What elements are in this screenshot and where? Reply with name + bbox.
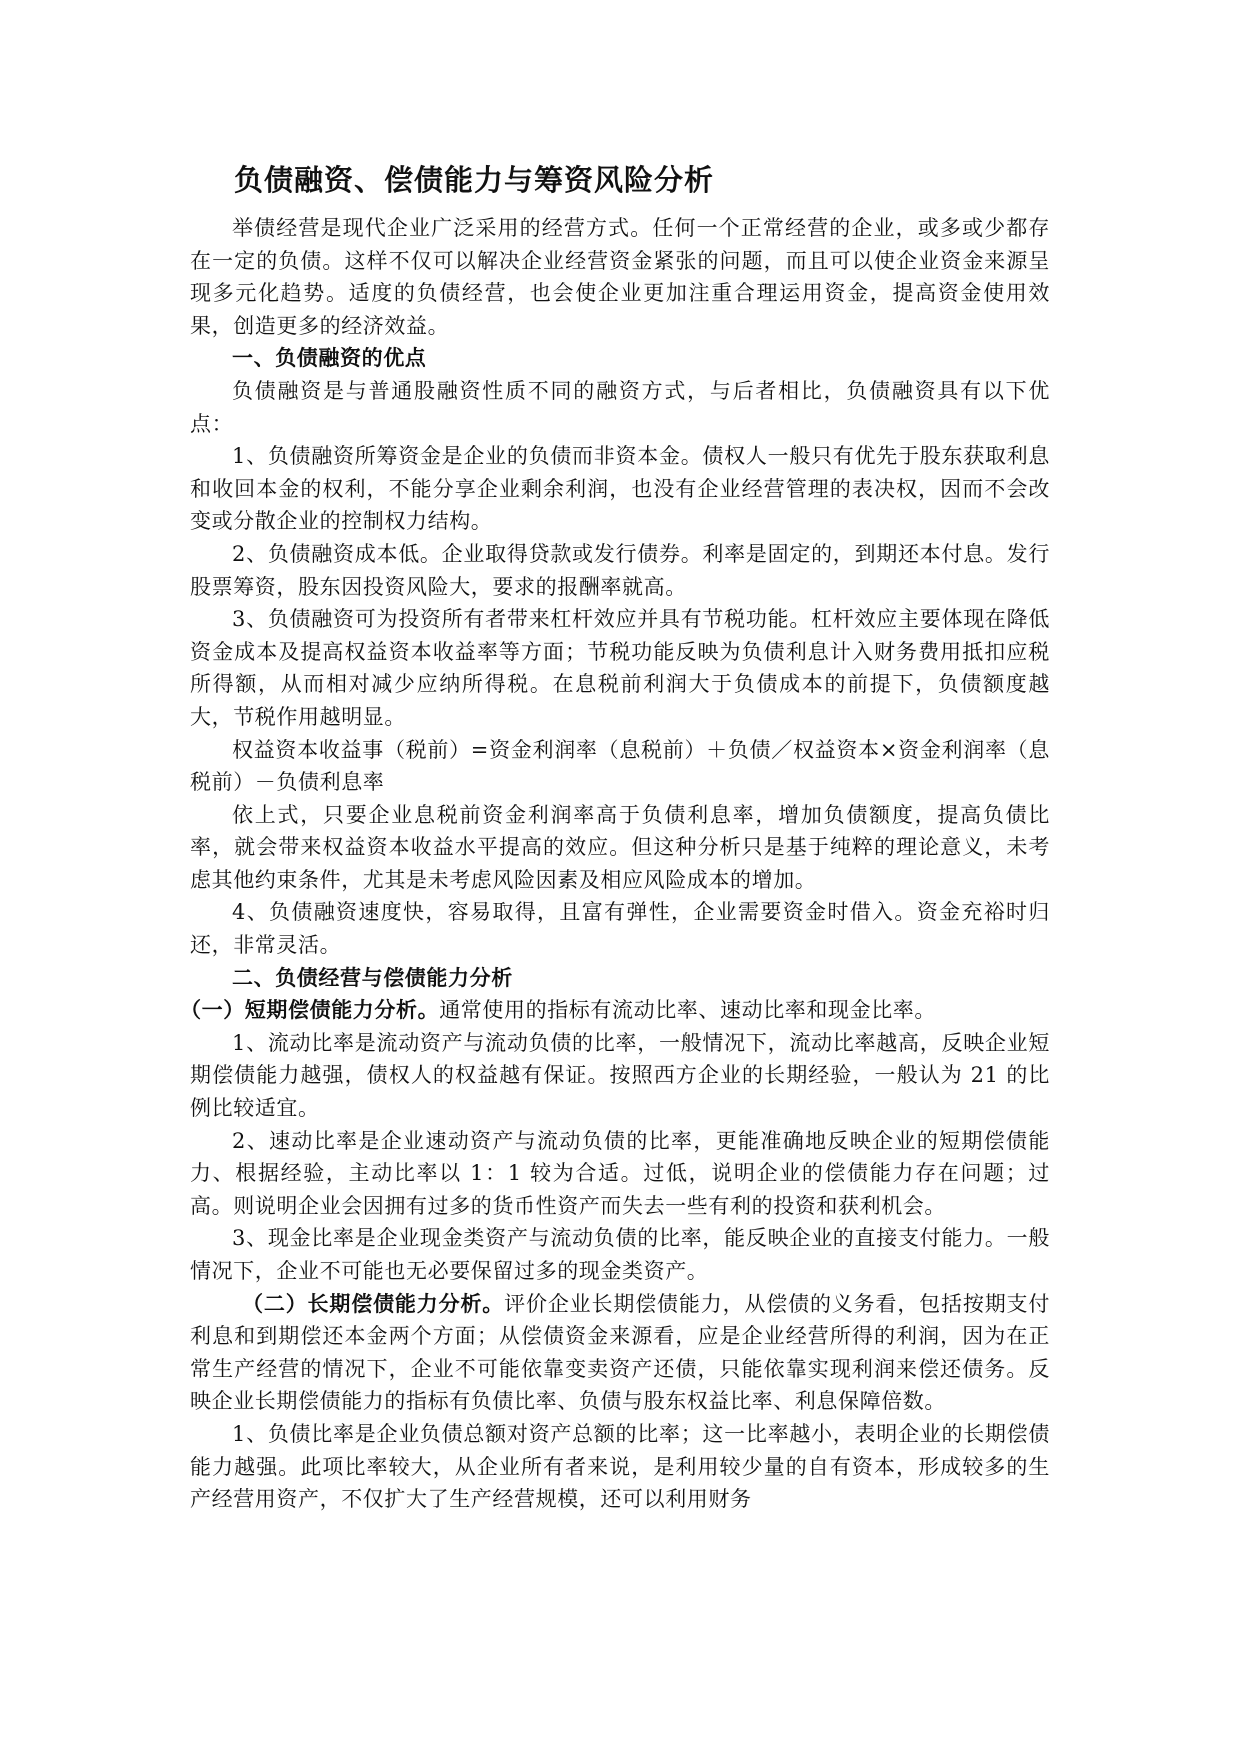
paragraph: 3、负债融资可为投资所有者带来杠杆效应并具有节税功能。杠杆效应主要体现在降低资金成本及提高权益资本收益率等方面；节税功能反映为负债利息计入财务费用抵扣应税所得额，从而相对减少应纳所得税。在息税前利润大于负债成本的前提下，负债额度越大，节税作用越明显。 [190,607,1050,729]
section-heading-1: 一、负债融资的优点 [232,345,427,371]
paragraph: 4、负债融资速度快，容易取得，且富有弹性，企业需要资金时借入。资金充裕时归还，非常灵活。 [190,900,1050,958]
paragraph: 1、流动比率是流动资产与流动负债的比率，一般情况下，流动比率越高，反映企业短期偿债能力越强，债权人的权益越有保证。按照西方企业的长期经验，一般认为 21 的比例比较适宜。 [190,1030,1050,1121]
subsection-paragraph [180,994,1050,1027]
subsection-paragraph [190,1288,1050,1418]
subsection-heading-short-term: （一）短期偿债能力分析。 [180,997,440,1023]
paragraph: 3、现金比率是企业现金类资产与流动负债的比率，能反映企业的直接支付能力。一般情况下，企业不可能也无必要保留过多的现金类资产。 [190,1226,1050,1283]
subsection-heading-long-term: （二）长期偿债能力分析。 [242,1290,505,1316]
page-title: 负债融资、偿债能力与筹资风险分析 [234,163,715,197]
paragraph: 2、速动比率是企业速动资产与流动负债的比率，更能准确地反映企业的短期偿债能力、根据经验，主动比率以 1：1 较为合适。过低，说明企业的偿债能力存在问题；过高。则说明企业会因拥有过多的货币性资产而失去一些有利的投资和获利机会。 [190,1128,1050,1218]
paragraph-text: 通常使用的指标有流动比率、速动比率和现金比率。 [439,998,937,1023]
formula-paragraph: 权益资本收益事（税前）=资金利润率（息税前）＋负债／权益资本×资金利润率（息税前）－负债利息率 [190,737,1050,795]
section-heading-2: 二、负债经营与偿债能力分析 [232,964,513,990]
paragraph: 负债融资是与普通股融资性质不同的融资方式，与后者相比，负债融资具有以下优点： [190,378,1050,436]
paragraph: 1、负债比率是企业负债总额对资产总额的比率；这一比率越小，表明企业的长期偿债能力越强。此项比率较大，从企业所有者来说，是利用较少量的自有资本，形成较多的生产经营用资产，不仅扩大了生产经营规模，还可以利用财务 [190,1421,1050,1512]
paragraph: 2、负债融资成本低。企业取得贷款或发行债券。利率是固定的，到期还本付息。发行股票筹资，股东因投资风险大，要求的报酬率就高。 [190,541,1050,599]
paragraph: 依上式，只要企业息税前资金利润率高于负债利息率，增加负债额度，提高负债比率，就会带来权益资本收益水平提高的效应。但这种分析只是基于纯粹的理论意义，未考虑其他约束条件，尤其是未考虑风险因素及相应风险成本的增加。 [190,802,1050,892]
paragraph-text: 评价企业长期偿债能力，从偿债的义务看，包括按期支付利息和到期偿还本金两个方面；从偿债资金来源看，应是企业经营所得的利润，因为在正常生产经营的情况下，企业不可能依靠变卖资产还债，只能依靠实现利润来偿还债务。反映企业长期偿债能力的指标有负债比率、负债与股东权益比率、利息保障倍数。 [190,1291,1051,1414]
paragraph: 1、负债融资所筹资金是企业的负债而非资本金。债权人一般只有优先于股东获取利息和收回本金的权利，不能分享企业剩余利润，也没有企业经营管理的表决权，因而不会改变或分散企业的控制权力结构。 [190,444,1050,534]
document-page [180,160,1051,1516]
intro-paragraph: 举债经营是现代企业广泛采用的经营方式。任何一个正常经营的企业，或多或少都存在一定的负债。这样不仅可以解决企业经营资金紧张的问题，而且可以使企业资金来源呈现多元化趋势。适度的负债经营，也会使企业更加注重合理运用资金，提高资金使用效果，创造更多的经济效益。 [190,216,1050,338]
